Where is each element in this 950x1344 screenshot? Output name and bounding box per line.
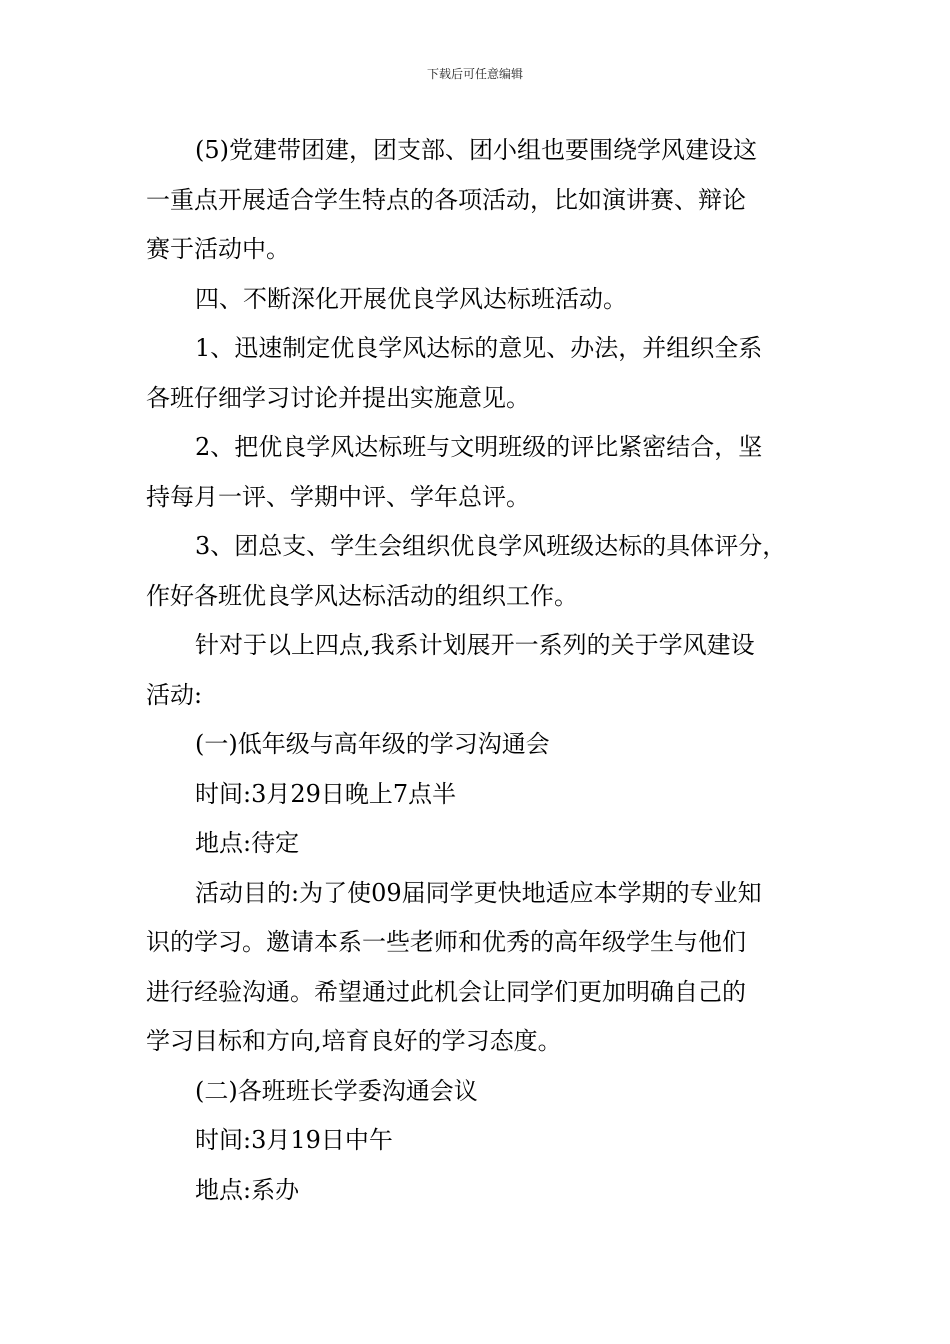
page-header: 下载后可任意编辑 <box>426 67 523 81</box>
paragraph-party-building <box>146 126 810 275</box>
paragraph-item-1 <box>146 324 810 423</box>
text-line: 学习目标和方向,培育良好的学习态度。 <box>146 1027 562 1055</box>
activity-one-purpose <box>146 869 810 1067</box>
text-line: 时间:3月19日中午 <box>195 1126 393 1154</box>
activity-two-location <box>146 1166 810 1216</box>
text-line: (5)党建带团建，团支部、团小组也要围绕学风建设这 <box>195 136 757 164</box>
text-line: 各班仔细学习讨论并提出实施意见。 <box>146 383 530 412</box>
text-line: 四、不断深化开展优良学风达标班活动。 <box>195 284 627 313</box>
text-line: 进行经验沟通。希望通过此机会让同学们更加明确自己的 <box>146 977 746 1006</box>
text-line: 作好各班优良学风达标活动的组织工作。 <box>146 581 578 610</box>
text-line: 识的学习。邀请本系一些老师和优秀的高年级学生与他们 <box>146 928 746 956</box>
activity-one-title <box>146 720 810 770</box>
text-line: (一)低年级与高年级的学习沟通会 <box>195 730 550 758</box>
text-line: 地点:系办 <box>195 1175 300 1204</box>
text-line: 针对于以上四点,我系计划展开一系列的关于学风建设 <box>195 631 755 659</box>
activity-one-time <box>146 770 810 820</box>
activity-two-time <box>146 1116 810 1166</box>
paragraph-item-3 <box>146 522 810 621</box>
text-line: 3、团总支、学生会组织优良学风班级达标的具体评分， <box>195 532 787 560</box>
activity-two-title <box>146 1067 810 1117</box>
text-line: 1、迅速制定优良学风达标的意见、办法，并组织全系 <box>195 334 763 362</box>
text-line: 活动目的:为了使09届同学更快地适应本学期的专业知 <box>195 878 762 907</box>
text-line: 活动: <box>146 680 203 709</box>
text-line: 地点:待定 <box>195 829 300 857</box>
document-body <box>146 126 810 1215</box>
text-line: 时间:3月29日晚上7点半 <box>195 779 457 808</box>
text-line: 持每月一评、学期中评、学年总评。 <box>146 482 530 511</box>
text-line: 赛于活动中。 <box>146 235 290 263</box>
text-line: (二)各班班长学委沟通会议 <box>195 1076 478 1105</box>
paragraph-activity-plan <box>146 621 810 720</box>
section-heading-four <box>146 275 810 325</box>
paragraph-item-2 <box>146 423 810 522</box>
activity-one-location <box>146 819 810 869</box>
text-line: 一重点开展适合学生特点的各项活动，比如演讲赛、辩论 <box>146 185 746 214</box>
text-line: 2、把优良学风达标班与文明班级的评比紧密结合，坚 <box>195 433 763 461</box>
